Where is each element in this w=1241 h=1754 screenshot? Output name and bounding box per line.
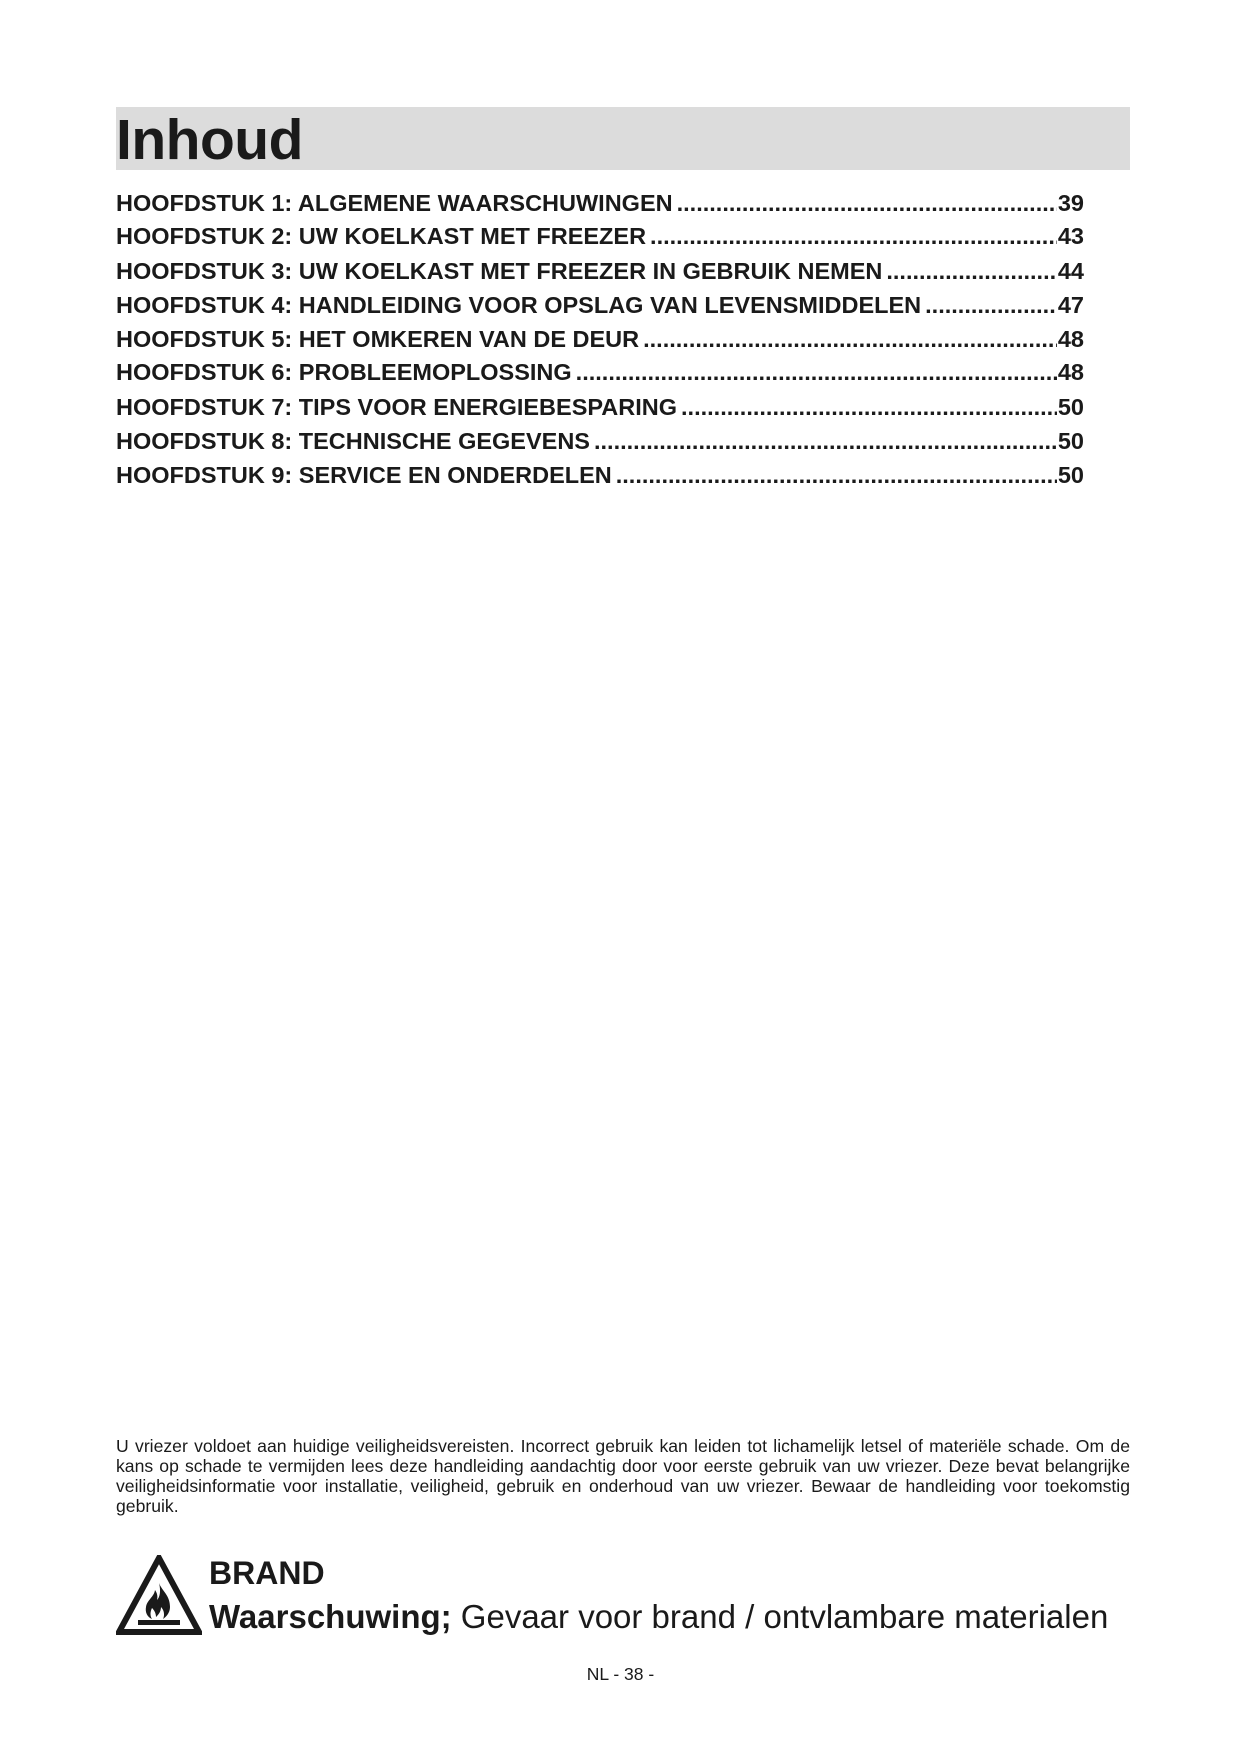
- toc-leader-dots: [677, 190, 1057, 217]
- toc-entry-page: 50: [1057, 394, 1084, 420]
- toc-leader-dots: [576, 359, 1057, 386]
- toc-entry[interactable]: [116, 258, 1084, 288]
- toc-leader-dots: [594, 428, 1057, 455]
- toc-leader-dots: [643, 326, 1057, 353]
- toc-entry[interactable]: [116, 359, 1084, 389]
- fire-warning-icon: [116, 1555, 202, 1635]
- toc-entry-label: HOOFDSTUK 6: PROBLEEMOPLOSSING: [116, 359, 572, 385]
- warning-title: BRAND: [209, 1555, 325, 1591]
- title-bar: [116, 107, 1130, 170]
- toc-entry-page: 50: [1057, 462, 1084, 488]
- toc-entry-page: 43: [1057, 223, 1084, 249]
- toc-entry-page: 50: [1057, 428, 1084, 454]
- toc-entry[interactable]: [116, 428, 1084, 458]
- warning-text: Gevaar voor brand / ontvlambare materialen: [451, 1598, 1109, 1635]
- toc-entry-label: HOOFDSTUK 8: TECHNISCHE GEGEVENS: [116, 428, 590, 454]
- toc-entry-label: HOOFDSTUK 7: TIPS VOOR ENERGIEBESPARING: [116, 394, 678, 420]
- intro-paragraph: U vriezer voldoet aan huidige veiligheidsvereisten. Incorrect gebruik kan leiden tot lichamelijk letsel of materiële schade. Om de kans op schade te vermijden lees deze handleiding aandachtig door voor eerste gebruik van uw vriezer. Deze bevat belangrijke veiligheidsinformatie voor installatie, veiligheid, gebruik en onderhoud van uw vriezer. Bewaar de handleiding voor toekomstig gebruik.: [116, 1436, 1130, 1516]
- toc-entry-label: HOOFDSTUK 9: SERVICE EN ONDERDELEN: [116, 462, 612, 488]
- warning-line: [209, 1598, 1108, 1636]
- page-title: Inhoud: [116, 108, 303, 172]
- toc-leader-dots: [681, 394, 1057, 421]
- toc-leader-dots: [925, 292, 1057, 319]
- toc-entry-label: HOOFDSTUK 5: HET OMKEREN VAN DE DEUR: [116, 326, 640, 352]
- toc-leader-dots: [616, 462, 1057, 489]
- toc-entry-page: 47: [1057, 292, 1084, 318]
- toc-entry[interactable]: [116, 190, 1084, 220]
- toc-entry[interactable]: [116, 223, 1084, 253]
- toc-entry-page: 48: [1057, 326, 1084, 352]
- toc-entry-label: HOOFDSTUK 1: ALGEMENE WAARSCHUWINGEN: [116, 190, 673, 216]
- toc-entry-label: HOOFDSTUK 4: HANDLEIDING VOOR OPSLAG VAN LEVENSMIDDELEN: [116, 292, 922, 318]
- toc-leader-dots: [650, 223, 1057, 250]
- toc-entry-page: 48: [1057, 359, 1084, 385]
- toc-entry-page: 44: [1057, 258, 1084, 284]
- toc-entry-label: HOOFDSTUK 2: UW KOELKAST MET FREEZER: [116, 223, 647, 249]
- toc-entry[interactable]: [116, 326, 1084, 356]
- toc-entry-label: HOOFDSTUK 3: UW KOELKAST MET FREEZER IN GEBRUIK NEMEN: [116, 258, 883, 284]
- warning-label: Waarschuwing;: [209, 1598, 452, 1635]
- toc-entry[interactable]: [116, 462, 1084, 492]
- page-number: NL - 38 -: [586, 1664, 655, 1684]
- toc-entry-page: 39: [1057, 190, 1084, 216]
- toc-entry[interactable]: [116, 292, 1084, 322]
- toc-leader-dots: [886, 258, 1056, 285]
- toc-entry[interactable]: [116, 394, 1084, 424]
